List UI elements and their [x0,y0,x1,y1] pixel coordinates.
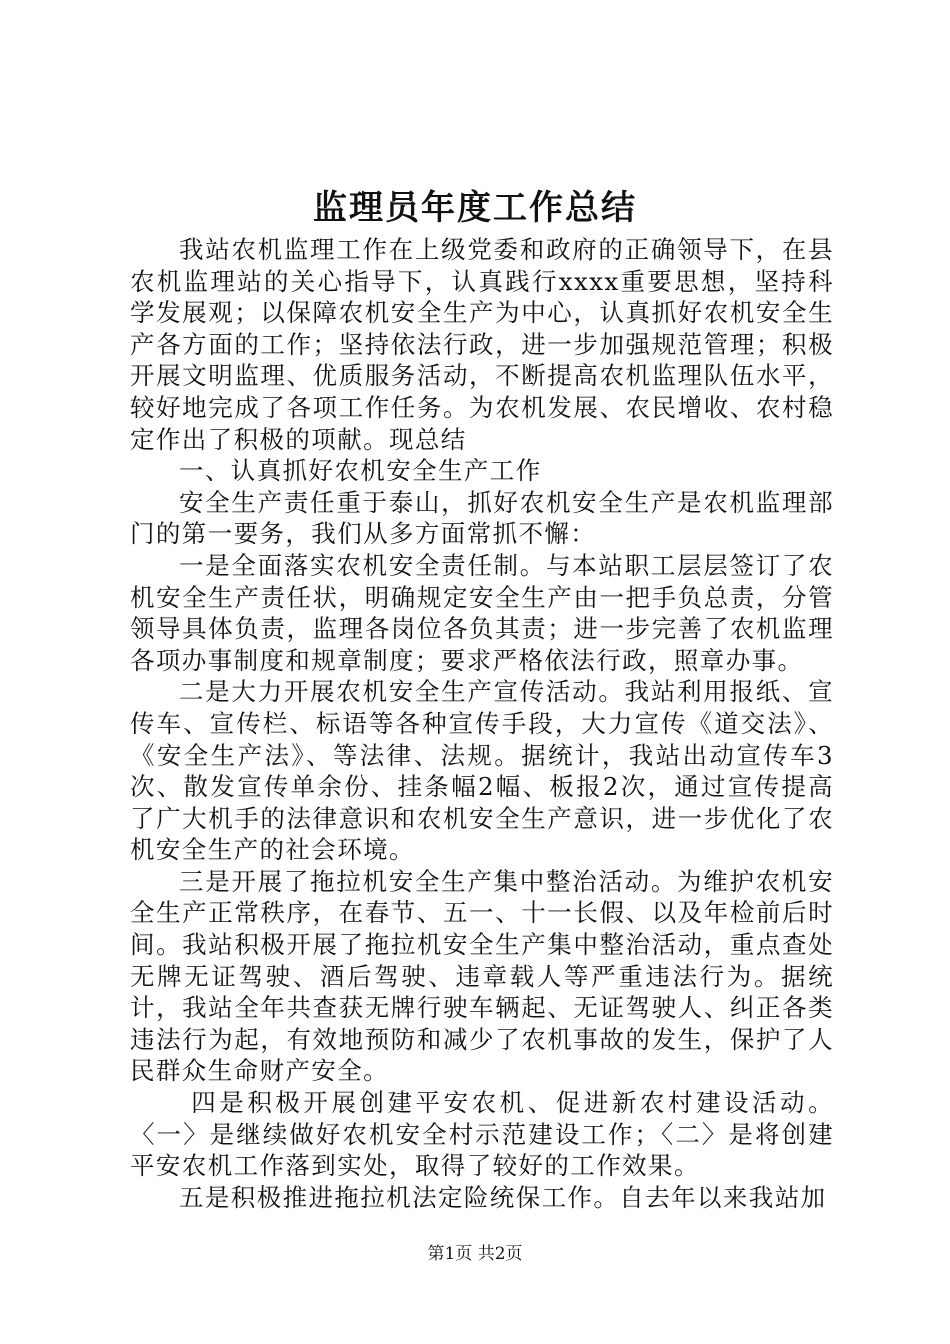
paragraph-item-two: 二是大力开展农机安全生产宣传活动。我站利用报纸、宣传车、宣传栏、标语等各种宣传手段，大力宣传《道交法》、《安全生产法》、等法律、法规。据统计，我站出动宣传车3次、散发宣传单余份、挂条幅2幅、板报2次，通过宣传提高了广大机手的法律意识和农机安全生产意识，进一步优化了农机安全生产的社会环境。 [130,677,834,865]
paragraph-intro: 我站农机监理工作在上级党委和政府的正确领导下，在县农机监理站的关心指导下，认真践行xxxx重要思想，坚持科学发展观；以保障农机安全生产为中心，认真抓好农机安全生产各方面的工作；坚持依法行政，进一步加强规范管理；积极开展文明监理、优质服务活动，不断提高农机监理队伍水平，较好地完成了各项工作任务。为农机发展、农民增收、农村稳定作出了积极的项献。现总结 [130,235,834,454]
paragraph-item-five: 五是积极推进拖拉机法定险统保工作。自去年以来我站加 [179,1182,827,1212]
page-footer: 第1页 共2页 [427,1244,523,1264]
paragraph-safety-overview: 安全生产责任重于泰山，抓好农机安全生产是农机监理部门的第一要务，我们从多方面常抓不懈： [130,487,834,549]
document-body [130,234,834,1213]
section-heading: 一、认真抓好农机安全生产工作 [179,456,542,486]
paragraph-item-three: 三是开展了拖拉机安全生产集中整治活动。为维护农机安全生产正常秩序，在春节、五一、十一长假、以及年检前后时间。我站积极开展了拖拉机安全生产集中整治活动，重点查处无牌无证驾驶、酒后驾驶、违章载人等严重违法行为。据统计，我站全年共查获无牌行驶车辆起、无证驾驶人、纠正各类违法行为起，有效地预防和减少了农机事故的发生，保护了人民群众生命财产安全。 [130,866,834,1086]
paragraph-item-four: 四是积极开展创建平安农机、促进新农村建设活动。〈一〉是继续做好农机安全村示范建设工作；〈二〉是将创建平安农机工作落到实处，取得了较好的工作效果。 [130,1088,834,1181]
paragraph-item-one: 一是全面落实农机安全责任制。与本站职工层层签订了农机安全生产责任状，明确规定安全生产由一把手负总责，分管领导具体负责，监理各岗位各负其责；进一步完善了农机监理各项办事制度和规章制度；要求严格依法行政，照章办事。 [130,550,834,675]
document-title: 监理员年度工作总结 [313,188,637,228]
